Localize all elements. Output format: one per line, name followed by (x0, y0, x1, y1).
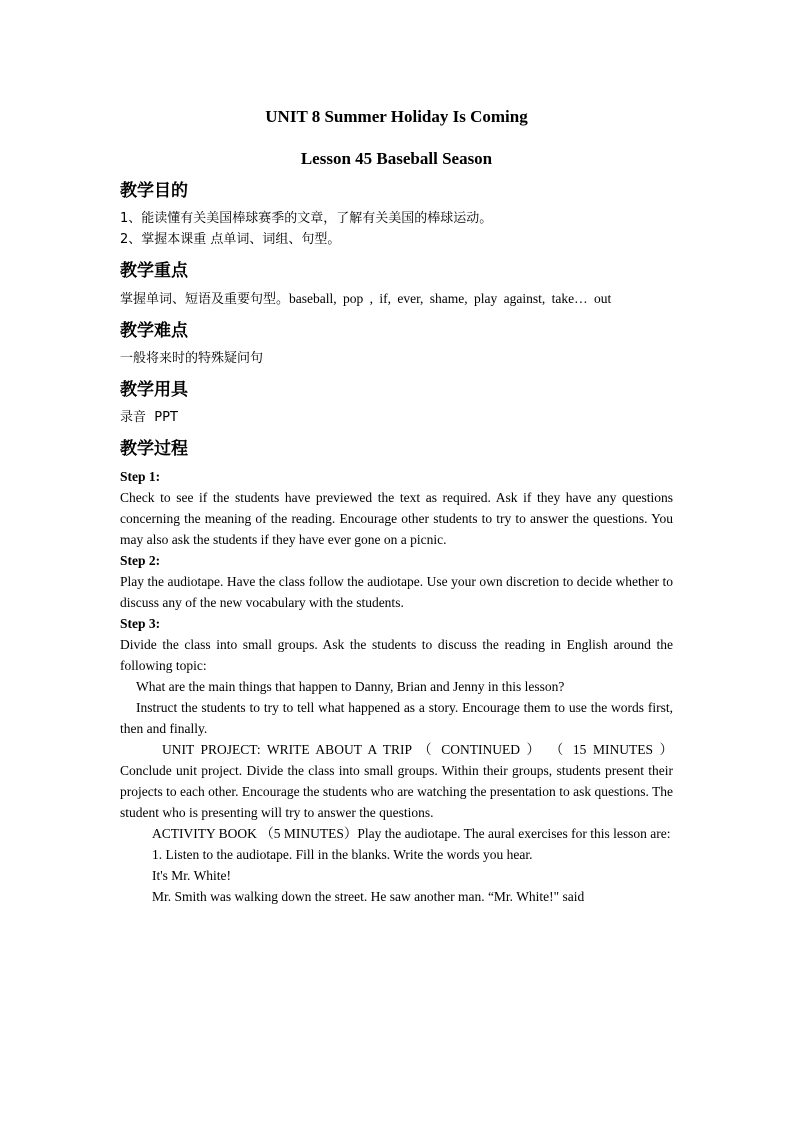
step-1-label: Step 1: (120, 469, 161, 484)
tools-heading: 教学用具 (120, 380, 188, 400)
difficulties-heading: 教学难点 (120, 321, 188, 341)
key-points-zh: 掌握单词、短语及重要句型。 (120, 292, 290, 307)
step-3-label: Step 3: (120, 616, 161, 631)
unit-project-text: UNIT PROJECT: WRITE ABOUT A TRIP （ CONTINUED ） （ 15 MINUTES ） Conclude unit project. Divide the class into small groups. Within their groups, students present their projects to each other. Encourage the students who are watching the presentation to ask questions. The student who is presenting will try to answer the questions. (120, 742, 673, 820)
step-2-text: Play the audiotape. Have the class follow the audiotape. Use your own discretion to decide whether to discuss any of the new vocabulary with the students. (120, 574, 673, 610)
tools-text: 录音 PPT (120, 410, 178, 425)
exercise-text: Mr. Smith was walking down the street. He saw another man. “Mr. White!" said (152, 889, 585, 904)
key-points-heading: 教学重点 (120, 261, 188, 281)
lesson-title: Lesson 45 Baseball Season (300, 149, 493, 168)
document-page (120, 106, 673, 907)
activity-book-text: ACTIVITY BOOK （5 MINUTES）Play the audiotape. The aural exercises for this lesson are: (152, 826, 671, 841)
step-3-question: What are the main things that happen to Danny, Brian and Jenny in this lesson? (136, 679, 565, 694)
step-3-text: Divide the class into small groups. Ask the students to discuss the reading in English around the following topic: (120, 637, 673, 673)
step-2-label: Step 2: (120, 553, 161, 568)
key-points-en: baseball, pop , if, ever, shame, play against, take… out (289, 291, 612, 306)
step-1-text: Check to see if the students have previewed the text as required. Ask if they have any questions concerning the meaning of the reading. Encourage other students to try to answer the questions. You may also ask the students if they have ever gone on a picnic. (120, 490, 673, 547)
exercise-1-text: 1. Listen to the audiotape. Fill in the blanks. Write the words you hear. (152, 847, 533, 862)
exercise-title: It's Mr. White! (152, 868, 232, 883)
step-3-instruct: Instruct the students to try to tell what happened as a story. Encourage them to use the words first, then and finally. (120, 700, 673, 736)
objectives-heading: 教学目的 (120, 181, 188, 201)
objective-item-1: 1、能读懂有关美国棒球赛季的文章，了解有关美国的棒球运动。 (120, 211, 493, 226)
process-heading: 教学过程 (120, 439, 188, 459)
objective-item-2: 2、掌握本课重 点单词、词组、句型。 (120, 232, 341, 247)
difficulties-text: 一般将来时的特殊疑问句 (120, 351, 264, 366)
unit-title: UNIT 8 Summer Holiday Is Coming (265, 107, 528, 126)
key-points-text (120, 288, 673, 310)
